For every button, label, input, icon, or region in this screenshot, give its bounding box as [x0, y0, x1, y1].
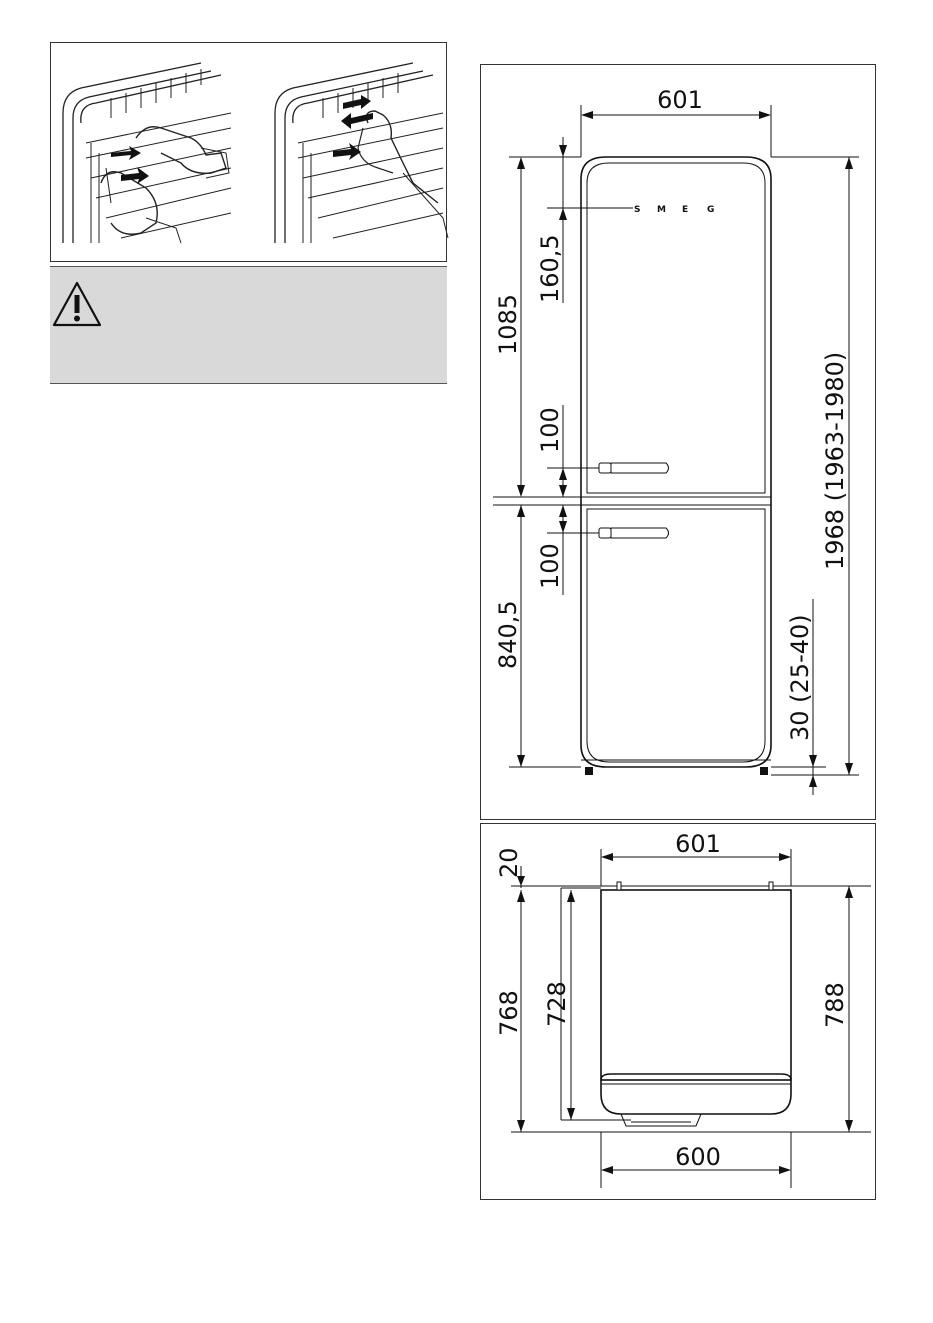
depth-b-label: 728 [543, 981, 571, 1027]
lower-handle-icon [599, 528, 669, 538]
hinge-left-icon [617, 882, 621, 890]
pull-arrow-icon [111, 146, 141, 160]
front-width-label: 601 [657, 86, 703, 114]
hinge-right-icon [769, 882, 773, 890]
logo-letter-s: S [634, 205, 641, 215]
upper-handle-offset-label: 100 [536, 407, 564, 453]
logo-offset-label: 160,5 [536, 234, 564, 303]
top-width-label: 601 [675, 830, 721, 858]
right-step-drawing [275, 63, 448, 243]
depth-total-label: 788 [821, 982, 849, 1028]
upper-section-label: 1085 [494, 293, 522, 355]
fridge-inner-lower [587, 509, 765, 762]
upper-handle-icon [599, 463, 669, 473]
logo-letter-m: M [657, 205, 666, 215]
front-view-panel [480, 64, 876, 820]
left-step-drawing [63, 63, 231, 243]
bottom-width-label: 600 [675, 1143, 721, 1171]
logo-letter-g: G [707, 205, 715, 215]
top-view-drawing [481, 824, 877, 1201]
lower-section-label: 840,5 [494, 600, 522, 669]
front-foot-right [760, 767, 768, 775]
front-foot-left [585, 767, 593, 775]
warning-triangle-icon [52, 279, 112, 339]
depth-a-label: 768 [495, 990, 523, 1036]
shelf-removal-illustration [50, 42, 447, 262]
total-height-label: 1968 (1963-1980) [821, 351, 849, 570]
brand-logo [634, 205, 714, 215]
front-view-drawing [481, 65, 877, 821]
shelf-removal-drawing [51, 43, 448, 263]
lower-handle-offset-label: 100 [536, 543, 564, 589]
feet-height-label: 30 (25-40) [786, 614, 814, 741]
top-view-body [601, 890, 791, 1080]
slide-arrow-left-icon [341, 113, 373, 129]
fridge-inner-upper [587, 163, 765, 493]
protrusion-label: 20 [495, 847, 523, 878]
slide-arrow-right-icon [343, 95, 371, 109]
warning-box [50, 266, 447, 384]
top-view-handle [621, 1114, 701, 1126]
logo-letter-e: E [682, 205, 689, 215]
fridge-body [581, 157, 771, 767]
top-view-panel [480, 823, 876, 1200]
